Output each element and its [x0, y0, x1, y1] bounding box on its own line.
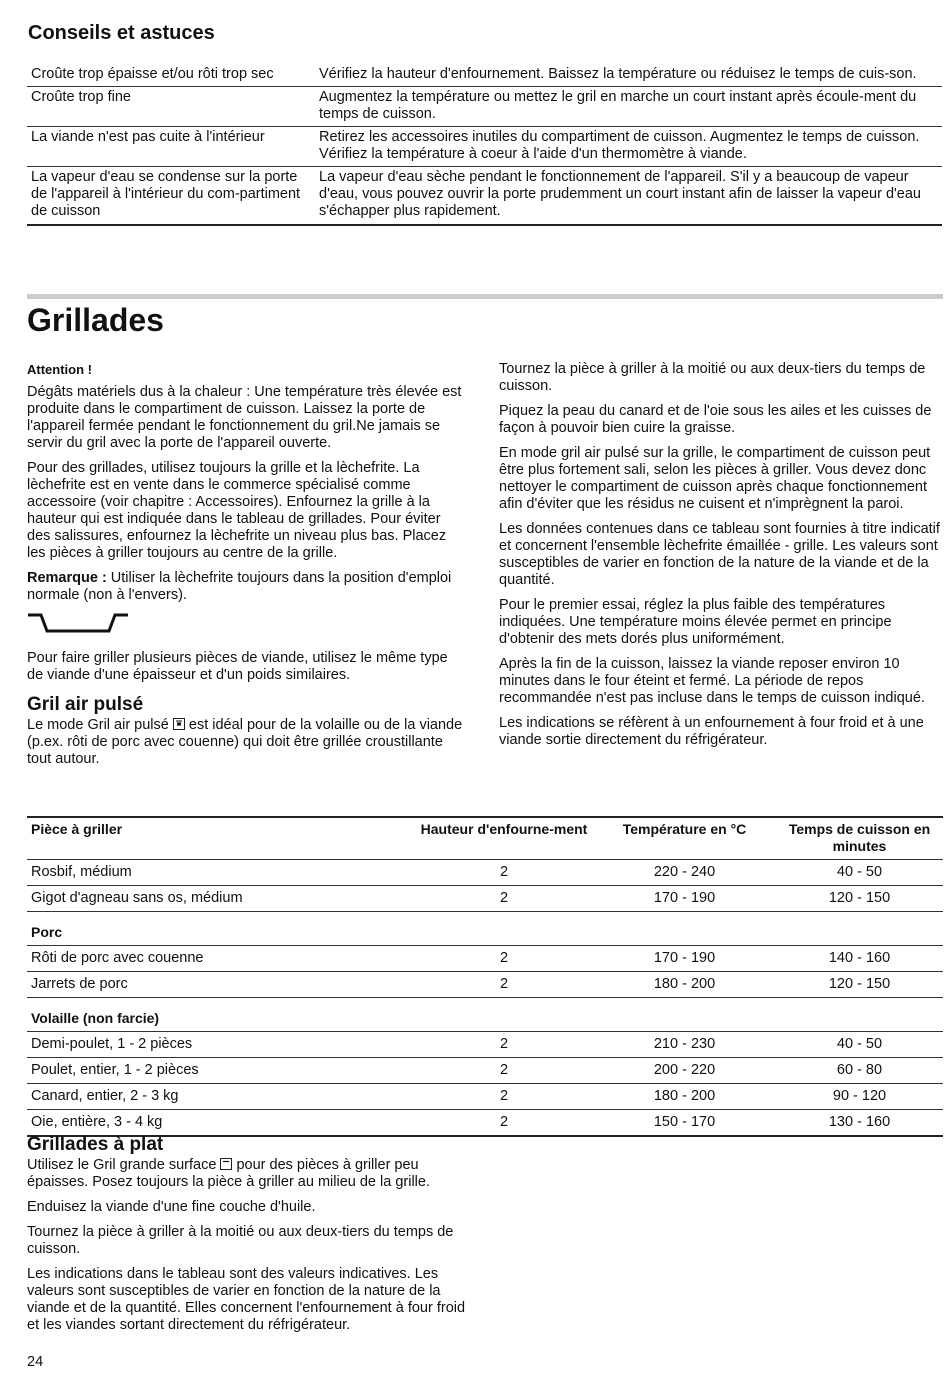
tips-heading: Conseils et astuces — [28, 22, 215, 44]
table-row — [27, 1084, 943, 1110]
page-title: Grillades — [27, 302, 164, 338]
paragraph: Pour des grillades, utilisez toujours la grille et la lèchefrite. La lèchefrite est en vente dans le commerce spécialisé comme accessoire (voir chapitre : Accessoires). Enfournez la grille à la hauteur qui est indiquée dans le tableau de grillades. Pour éviter des salissures, enfournez la lèchefrite un niveau plus bas. Placez les pièces à griller toujours au centre de la grille. — [27, 460, 447, 561]
solution-cell: Retirez les accessoires inutiles du compartiment de cuisson. Augmentez le temps de cuisson. Vérifiez la température à coeur à l'aide d'un thermomètre à viande. — [315, 127, 942, 167]
page-number: 24 — [27, 1354, 44, 1370]
attention-label: Attention ! — [27, 362, 92, 377]
item-cell: Gigot d'agneau sans os, médium — [27, 886, 415, 912]
solution-cell: Vérifiez la hauteur d'enfournement. Baissez la température ou réduisez le temps de cuis-son. — [315, 64, 942, 87]
item-cell: Jarrets de porc — [27, 972, 415, 998]
paragraph: Les indications se réfèrent à un enfournement à four froid et à une viande sortie directement du réfrigérateur. — [499, 715, 924, 748]
temp-cell: 180 - 200 — [593, 972, 776, 998]
time-cell: 90 - 120 — [776, 1084, 943, 1110]
group-label: Volaille (non farcie) — [27, 998, 943, 1032]
temp-cell: 170 - 190 — [593, 946, 776, 972]
paragraph: Tournez la pièce à griller à la moitié ou aux deux-tiers du temps de cuisson. — [27, 1224, 454, 1257]
height-cell: 2 — [415, 860, 593, 886]
table-row — [27, 1058, 943, 1084]
column-header: Température en °C — [593, 817, 776, 860]
paragraph: Les données contenues dans ce tableau sont fournies à titre indicatif et concernent l'ensemble lèchefrite émaillée - grille. Les valeurs sont susceptibles de varier en fonction de la nature de la viande et de la quantité. — [499, 521, 940, 588]
attention-text: Dégâts matériels dus à la chaleur : Une température très élevée est produite dans le compartiment de cuisson. Laissez la porte de l'appareil fermée pendant le fonctionnement du gril.Ne jamais se servir du gril avec la porte de l'appareil ouverte. — [27, 384, 462, 451]
problem-cell: La vapeur d'eau se condense sur la porte de l'appareil à l'intérieur du com-partiment de cuisson — [27, 167, 315, 226]
paragraph: Les indications dans le tableau sont des valeurs indicatives. Les valeurs sont susceptibles de varier en fonction de la nature de la viande et de la quantité. Elles concernent l'enfournement à four froid et les viandes sortant directement du réfrigérateur. — [27, 1266, 466, 1333]
right-column — [499, 361, 942, 757]
time-cell: 140 - 160 — [776, 946, 943, 972]
flat-heading: Grillades à plat — [27, 1134, 164, 1155]
time-cell: 40 - 50 — [776, 860, 943, 886]
item-cell: Canard, entier, 2 - 3 kg — [27, 1084, 415, 1110]
section-divider — [27, 294, 943, 299]
airpulse-text: Le mode Gril air pulsé est idéal pour de la volaille ou de la viande (p.ex. rôti de porc avec couenne) qui doit être grillée croustillante tout autour. — [27, 717, 463, 767]
table-row — [27, 886, 943, 912]
flat-intro: Utilisez le Gril grande surface pour des pièces à griller peu épaisses. Posez toujours la pièce à griller au milieu de la grille. — [27, 1157, 430, 1190]
time-cell: 120 - 150 — [776, 886, 943, 912]
column-header: Temps de cuisson en minutes — [776, 817, 943, 860]
paragraph: Pour faire griller plusieurs pièces de viande, utilisez le même type de viande d'une épaisseur et d'un poids similaires. — [27, 650, 448, 683]
problem-cell: La viande n'est pas cuite à l'intérieur — [27, 127, 315, 167]
item-cell: Demi-poulet, 1 - 2 pièces — [27, 1032, 415, 1058]
table-row — [27, 1032, 943, 1058]
remark-label: Remarque : — [27, 570, 107, 586]
height-cell: 2 — [415, 972, 593, 998]
time-cell: 130 - 160 — [776, 1110, 943, 1137]
table-row — [27, 167, 942, 226]
height-cell: 2 — [415, 1032, 593, 1058]
large-grill-icon — [220, 1158, 232, 1170]
time-cell: 60 - 80 — [776, 1058, 943, 1084]
height-cell: 2 — [415, 1058, 593, 1084]
paragraph: Pour le premier essai, réglez la plus faible des températures indiquées. Une température moins élevée permet en principe d'obtenir des mets dorés plus uniformément. — [499, 597, 892, 647]
table-row — [27, 87, 942, 127]
paragraph: En mode gril air pulsé sur la grille, le compartiment de cuisson peut être plus fortement sali, selon les pièces à griller. Vous devez donc nettoyer le compartiment de cuisson après chaque fonctionnement afin d'éviter que les résidus ne cuisent et n'imprègnent la paroi. — [499, 445, 931, 512]
problem-cell: Croûte trop fine — [27, 87, 315, 127]
table-row — [27, 64, 942, 87]
tips-table — [27, 64, 942, 226]
table-row — [27, 946, 943, 972]
item-cell: Oie, entière, 3 - 4 kg — [27, 1110, 415, 1137]
height-cell: 2 — [415, 1110, 593, 1137]
column-header: Pièce à griller — [27, 817, 415, 860]
fan-grill-icon — [173, 718, 185, 730]
temp-cell: 220 - 240 — [593, 860, 776, 886]
table-header-row — [27, 817, 943, 860]
height-cell: 2 — [415, 886, 593, 912]
height-cell: 2 — [415, 1084, 593, 1110]
remark-text: Utiliser la lèchefrite toujours dans la position d'emploi normale (non à l'envers). — [27, 570, 452, 603]
time-cell: 120 - 150 — [776, 972, 943, 998]
item-cell: Rosbif, médium — [27, 860, 415, 886]
temp-cell: 210 - 230 — [593, 1032, 776, 1058]
problem-cell: Croûte trop épaisse et/ou rôti trop sec — [27, 64, 315, 87]
time-cell: 40 - 50 — [776, 1032, 943, 1058]
height-cell: 2 — [415, 946, 593, 972]
paragraph: Tournez la pièce à griller à la moitié ou aux deux-tiers du temps de cuisson. — [499, 361, 926, 394]
table-row — [27, 972, 943, 998]
flat-section — [27, 1130, 469, 1342]
temp-cell: 180 - 200 — [593, 1084, 776, 1110]
paragraph: Enduisez la viande d'une fine couche d'huile. — [27, 1199, 316, 1215]
group-label: Porc — [27, 912, 943, 946]
table-row — [27, 860, 943, 886]
solution-cell: La vapeur d'eau sèche pendant le fonctionnement de l'appareil. S'il y a beaucoup de vapeur d'eau, vous pouvez ouvrir la porte prudemment un court instant afin de laisser la vapeur d'eau s'échapper plus rapidement. — [315, 167, 942, 226]
left-column — [27, 361, 467, 776]
group-row — [27, 912, 943, 946]
paragraph: Piquez la peau du canard et de l'oie sous les ailes et les cuisses de façon à pouvoir bien cuire la graisse. — [499, 403, 932, 436]
grill-table — [27, 816, 943, 1137]
item-cell: Rôti de porc avec couenne — [27, 946, 415, 972]
column-header: Hauteur d'enfourne-ment — [415, 817, 593, 860]
table-row — [27, 127, 942, 167]
airpulse-heading: Gril air pulsé — [27, 694, 144, 715]
paragraph: Après la fin de la cuisson, laissez la viande reposer environ 10 minutes dans le four éteint et fermé. La période de repos recommandée n'est pas incluse dans le temps de cuisson indiqué. — [499, 656, 925, 706]
temp-cell: 150 - 170 — [593, 1110, 776, 1137]
item-cell: Poulet, entier, 1 - 2 pièces — [27, 1058, 415, 1084]
remark — [27, 570, 467, 604]
tray-position-icon — [27, 612, 129, 634]
solution-cell: Augmentez la température ou mettez le gril en marche un court instant après écoule-ment du temps de cuisson. — [315, 87, 942, 127]
group-row — [27, 998, 943, 1032]
temp-cell: 200 - 220 — [593, 1058, 776, 1084]
temp-cell: 170 - 190 — [593, 886, 776, 912]
